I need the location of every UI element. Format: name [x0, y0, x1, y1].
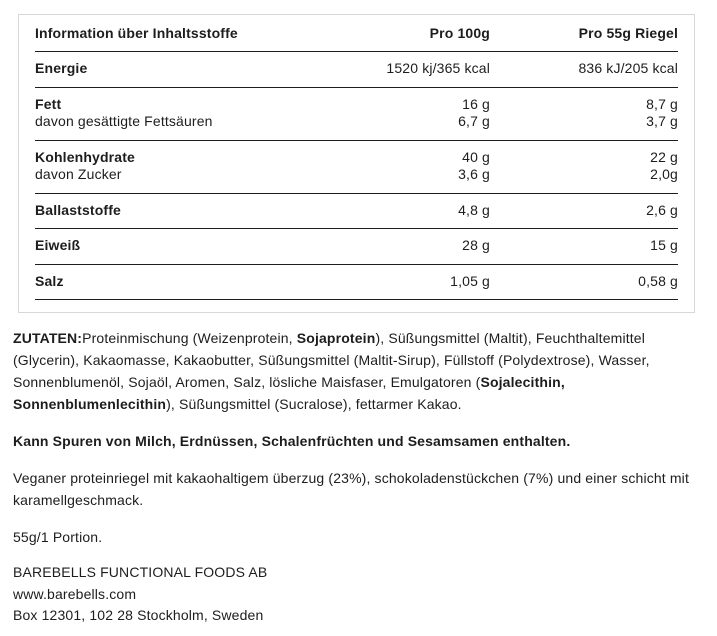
table-row-kohlenhydrate — [35, 141, 678, 194]
value-per-100g: 4,8 g — [458, 201, 490, 218]
nutrient-line — [35, 202, 678, 220]
ingredients-bold-lecithin: Sojalecithin, Sonnenblumenlecithin — [13, 374, 565, 412]
table-row-ballaststoffe — [35, 194, 678, 230]
nutrient-line — [35, 96, 678, 114]
company-website: www.barebells.com — [13, 585, 137, 602]
table-row-salz — [35, 265, 678, 301]
col-header-info: Information über Inhaltsstoffe — [35, 25, 238, 41]
nutrient-line — [35, 60, 678, 78]
value-per-100g: 1,05 g — [450, 272, 490, 289]
nutrient-sublabel: davon Zucker — [35, 166, 122, 182]
nutrient-line — [35, 237, 678, 255]
value-per-100g: 1520 kj/365 kcal — [386, 60, 490, 76]
ingredients-label: ZUTATEN: — [13, 330, 83, 346]
table-row-fett — [35, 88, 678, 141]
company-info-block — [13, 562, 695, 627]
value-per-55g: 8,7 g — [646, 95, 678, 112]
col-header-per-55g-riegel: Pro 55g Riegel — [578, 25, 678, 41]
nutrient-line — [35, 149, 678, 167]
company-address: Box 12301, 102 28 Stockholm, Sweden — [13, 607, 264, 623]
ingredients-text-1: Proteinmischung (Weizenprotein, — [82, 330, 297, 346]
ingredients-bold-sojaprotein: Sojaprotein — [296, 330, 376, 346]
value-per-55g: 15 g — [650, 237, 678, 253]
nutrient-label: Ballaststoffe — [35, 201, 121, 218]
value-per-55g: 2,0g — [650, 166, 678, 182]
nutrient-subline — [35, 166, 678, 184]
value-per-100g: 6,7 g — [458, 113, 490, 129]
ingredients-text-3: ), Süßungsmittel (Sucralose), fettarmer Kakao. — [166, 396, 462, 412]
value-per-55g: 836 kJ/205 kcal — [578, 60, 678, 76]
value-per-100g: 28 g — [462, 237, 490, 253]
value-per-55g: 3,7 g — [646, 113, 678, 129]
nutrient-label: Eiweiß — [35, 237, 81, 253]
table-row-eiweiss — [35, 229, 678, 265]
nutrient-label: Fett — [35, 95, 62, 112]
value-per-100g: 3,6 g — [458, 166, 490, 182]
value-per-55g: 0,58 g — [638, 272, 678, 289]
ingredients-text-2: ), Süßungsmittel (Maltit), Feuchthaltemittel (Glycerin), Kakaomasse, Kakaobutter, Süßungsmittel (Maltit-Sirup), Füllstoff (Polydextrose), Wasser, Sonnenblumenöl, Sojaöl, Aromen, Salz, lösliche Maisfaser, Emulgatoren ( — [13, 330, 650, 390]
nutrient-sublabel: davon gesättigte Fettsäuren — [35, 113, 213, 129]
value-per-100g: 16 g — [462, 95, 490, 112]
ingredients-paragraph — [13, 327, 695, 415]
value-per-55g: 2,6 g — [646, 201, 678, 218]
nutrient-line — [35, 273, 678, 291]
portion-info: 55g/1 Portion. — [13, 529, 103, 545]
table-row-energie — [35, 52, 678, 88]
allergen-notice: Kann Spuren von Milch, Erdnüssen, Schalenfrüchten und Sesamsamen enthalten. — [13, 433, 571, 449]
nutrition-table — [18, 14, 695, 313]
table-header-row — [35, 15, 678, 52]
value-per-55g: 22 g — [650, 148, 678, 165]
company-name: BAREBELLS FUNCTIONAL FOODS AB — [13, 564, 268, 580]
nutrient-subline — [35, 113, 678, 131]
value-per-100g: 40 g — [462, 148, 490, 165]
product-description: Veganer proteinriegel mit kakaohaltigem überzug (23%), schokoladenstückchen (7%) und einer schicht mit karamellgeschmack. — [13, 470, 689, 508]
nutrient-label: Kohlenhydrate — [35, 148, 135, 165]
nutrient-label: Salz — [35, 272, 64, 289]
nutrient-label: Energie — [35, 60, 88, 76]
col-header-per-100g: Pro 100g — [429, 25, 490, 41]
